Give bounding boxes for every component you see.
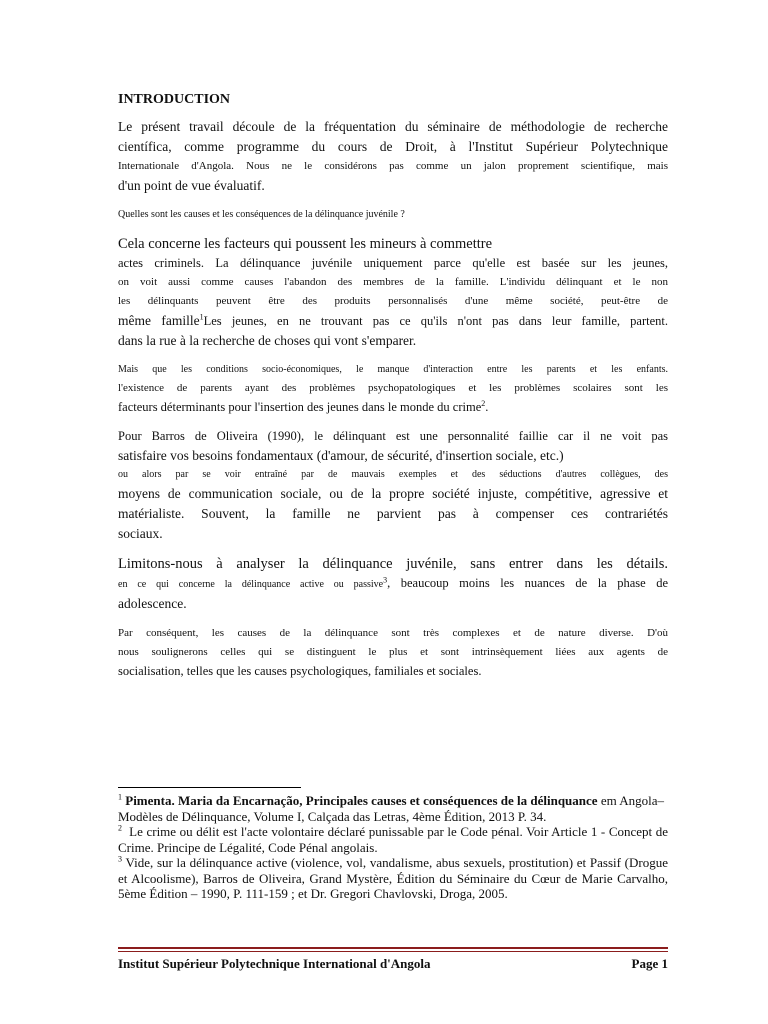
footer-rule-thick — [118, 947, 668, 949]
paragraph-line: d'un point de vue évaluatif. — [118, 178, 265, 193]
paragraph-line: Par conséquent, les causes de la délinquance sont très complexes et de nature diverse. D'où — [118, 627, 668, 639]
paragraph-line: Mais que les conditions socio-économiques, le manque d'interaction entre les parents et les enfants. — [118, 364, 668, 375]
footnote-number: 1 — [118, 792, 122, 802]
paragraph-line: actes criminels. La délinquance juvénile uniquement parce qu'elle est basée sur les jeunes, — [118, 256, 668, 270]
footnote-citation-rest: em Angola–Modèles de Délinquance, Volume I, Calçada das Letras, 4ème Édition, 2013 P. 34. — [118, 793, 664, 824]
paragraph-line: Internationale d'Angola. Nous ne le considérons pas comme un jalon proprement scientifique, mais — [118, 160, 668, 172]
footer-institution: Institut Supérieur Polytechnique International d'Angola — [118, 956, 431, 971]
paragraph-line: l'existence de parents ayant des problèmes psychopatologiques et les problèmes scolaires sont les — [118, 382, 668, 394]
paragraph-line: adolescence. — [118, 596, 187, 611]
paragraph-line: nous soulignerons celles qui se distinguent le plus et sont intrinsèquement liées aux agents de — [118, 646, 668, 658]
paragraph-line — [118, 398, 668, 417]
footnote-3 — [118, 855, 668, 902]
document-body — [118, 92, 668, 691]
paragraph-line: sociaux. — [118, 526, 163, 541]
footnote-citation-title: Pimenta. Maria da Encarnação, Principales causes et conséquences de la délinquance — [125, 793, 598, 808]
paragraph-line: dans la rue à la recherche de choses qui vont s'emparer. — [118, 333, 417, 348]
paragraph-line — [118, 574, 668, 594]
paragraph-1 — [118, 117, 668, 196]
research-question — [118, 206, 668, 224]
text-fragment: . — [485, 400, 489, 414]
footnote-ref-3[interactable]: 3 — [383, 575, 388, 585]
paragraph-line: Limitons-nous à analyser la délinquance juvénile, sans entrer dans les détails. — [118, 556, 668, 572]
page-footer — [118, 956, 668, 972]
paragraph-line: les délinquants peuvent être des produits personnalisés d'une même société, peut-être de — [118, 295, 668, 307]
footnotes — [118, 793, 668, 902]
footnote-ref-1[interactable]: 1 — [199, 312, 204, 322]
paragraph-4 — [118, 361, 668, 417]
paragraph-line: ou alors par se voir entraîné par de mauvais exemples et des séductions d'autres collègues, des — [118, 469, 668, 480]
paragraph-5 — [118, 427, 668, 544]
paragraph-line: on voit aussi comme causes l'abandon des membres de la famille. L'individu délinquant et le non — [118, 276, 668, 288]
paragraph-line: moyens de communication sociale, ou de la propre société injuste, compétitive, agressive et — [118, 486, 668, 501]
section-heading: INTRODUCTION — [118, 92, 231, 107]
footer-rule-thin — [118, 951, 668, 952]
footnote-1 — [118, 793, 668, 824]
footnote-2 — [118, 824, 668, 855]
footnote-number: 3 — [118, 854, 122, 864]
text-fragment: Les jeunes, en ne trouvant pas ce qu'ils n'ont pas dans leur famille, partent. — [203, 314, 669, 328]
paragraph-line: Le présent travail découle de la fréquentation du séminaire de méthodologie de recherche — [118, 119, 668, 134]
question-text: Quelles sont les causes et les conséquences de la délinquance juvénile ? — [118, 209, 405, 220]
text-fragment: en ce qui concerne la délinquance active ou passive — [118, 579, 384, 590]
paragraph-line — [118, 311, 668, 331]
text-fragment: , beaucoup moins les nuances de la phase de — [387, 576, 668, 590]
paragraph-line: satisfaire vos besoins fondamentaux (d'amour, de sécurité, d'insertion sociale, etc.) — [118, 448, 564, 463]
footnote-separator — [118, 787, 301, 788]
footnote-number: 2 — [118, 823, 122, 833]
text-fragment: même famille — [118, 313, 200, 328]
paragraph-6 — [118, 554, 668, 614]
paragraph-line: Pour Barros de Oliveira (1990), le délinquant est une personnalité faillie car il ne voit pas — [118, 429, 668, 443]
paragraph-7 — [118, 624, 668, 681]
paragraph-line: científica, comme programme du cours de Droit, à l'Institut Supérieur Polytechnique — [118, 139, 668, 154]
footnote-text: Le crime ou délit est l'acte volontaire déclaré punissable par le Code pénal. Voir Article 1 - Concept de Crime. Principe de Légalité, Code Pénal angolais. — [118, 824, 669, 855]
paragraph-3 — [118, 234, 668, 351]
paragraph-line: Cela concerne les facteurs qui poussent les mineurs à commettre — [118, 236, 493, 252]
footnote-ref-2[interactable]: 2 — [481, 398, 486, 408]
paragraph-line: socialisation, telles que les causes psychologiques, familiales et sociales. — [118, 664, 482, 678]
page-number: Page 1 — [631, 956, 668, 971]
paragraph-line: matérialiste. Souvent, la famille ne parvient pas à compenser ces contrariétés — [118, 506, 668, 521]
text-fragment: facteurs déterminants pour l'insertion des jeunes dans le monde du crime — [118, 400, 482, 414]
footnote-text: Vide, sur la délinquance active (violence, vol, vandalisme, abus sexuels, prostitution) et Passif (Drogue et Alcoolisme), Barros de Oliveira, Grand Mystère, Édition du Séminaire du Cœur de Marie Carvalho, 5ème Édition – 1990, P. 111-159 ; et Dr. Gregori Chavlovski, Droga, 2005. — [118, 855, 668, 901]
